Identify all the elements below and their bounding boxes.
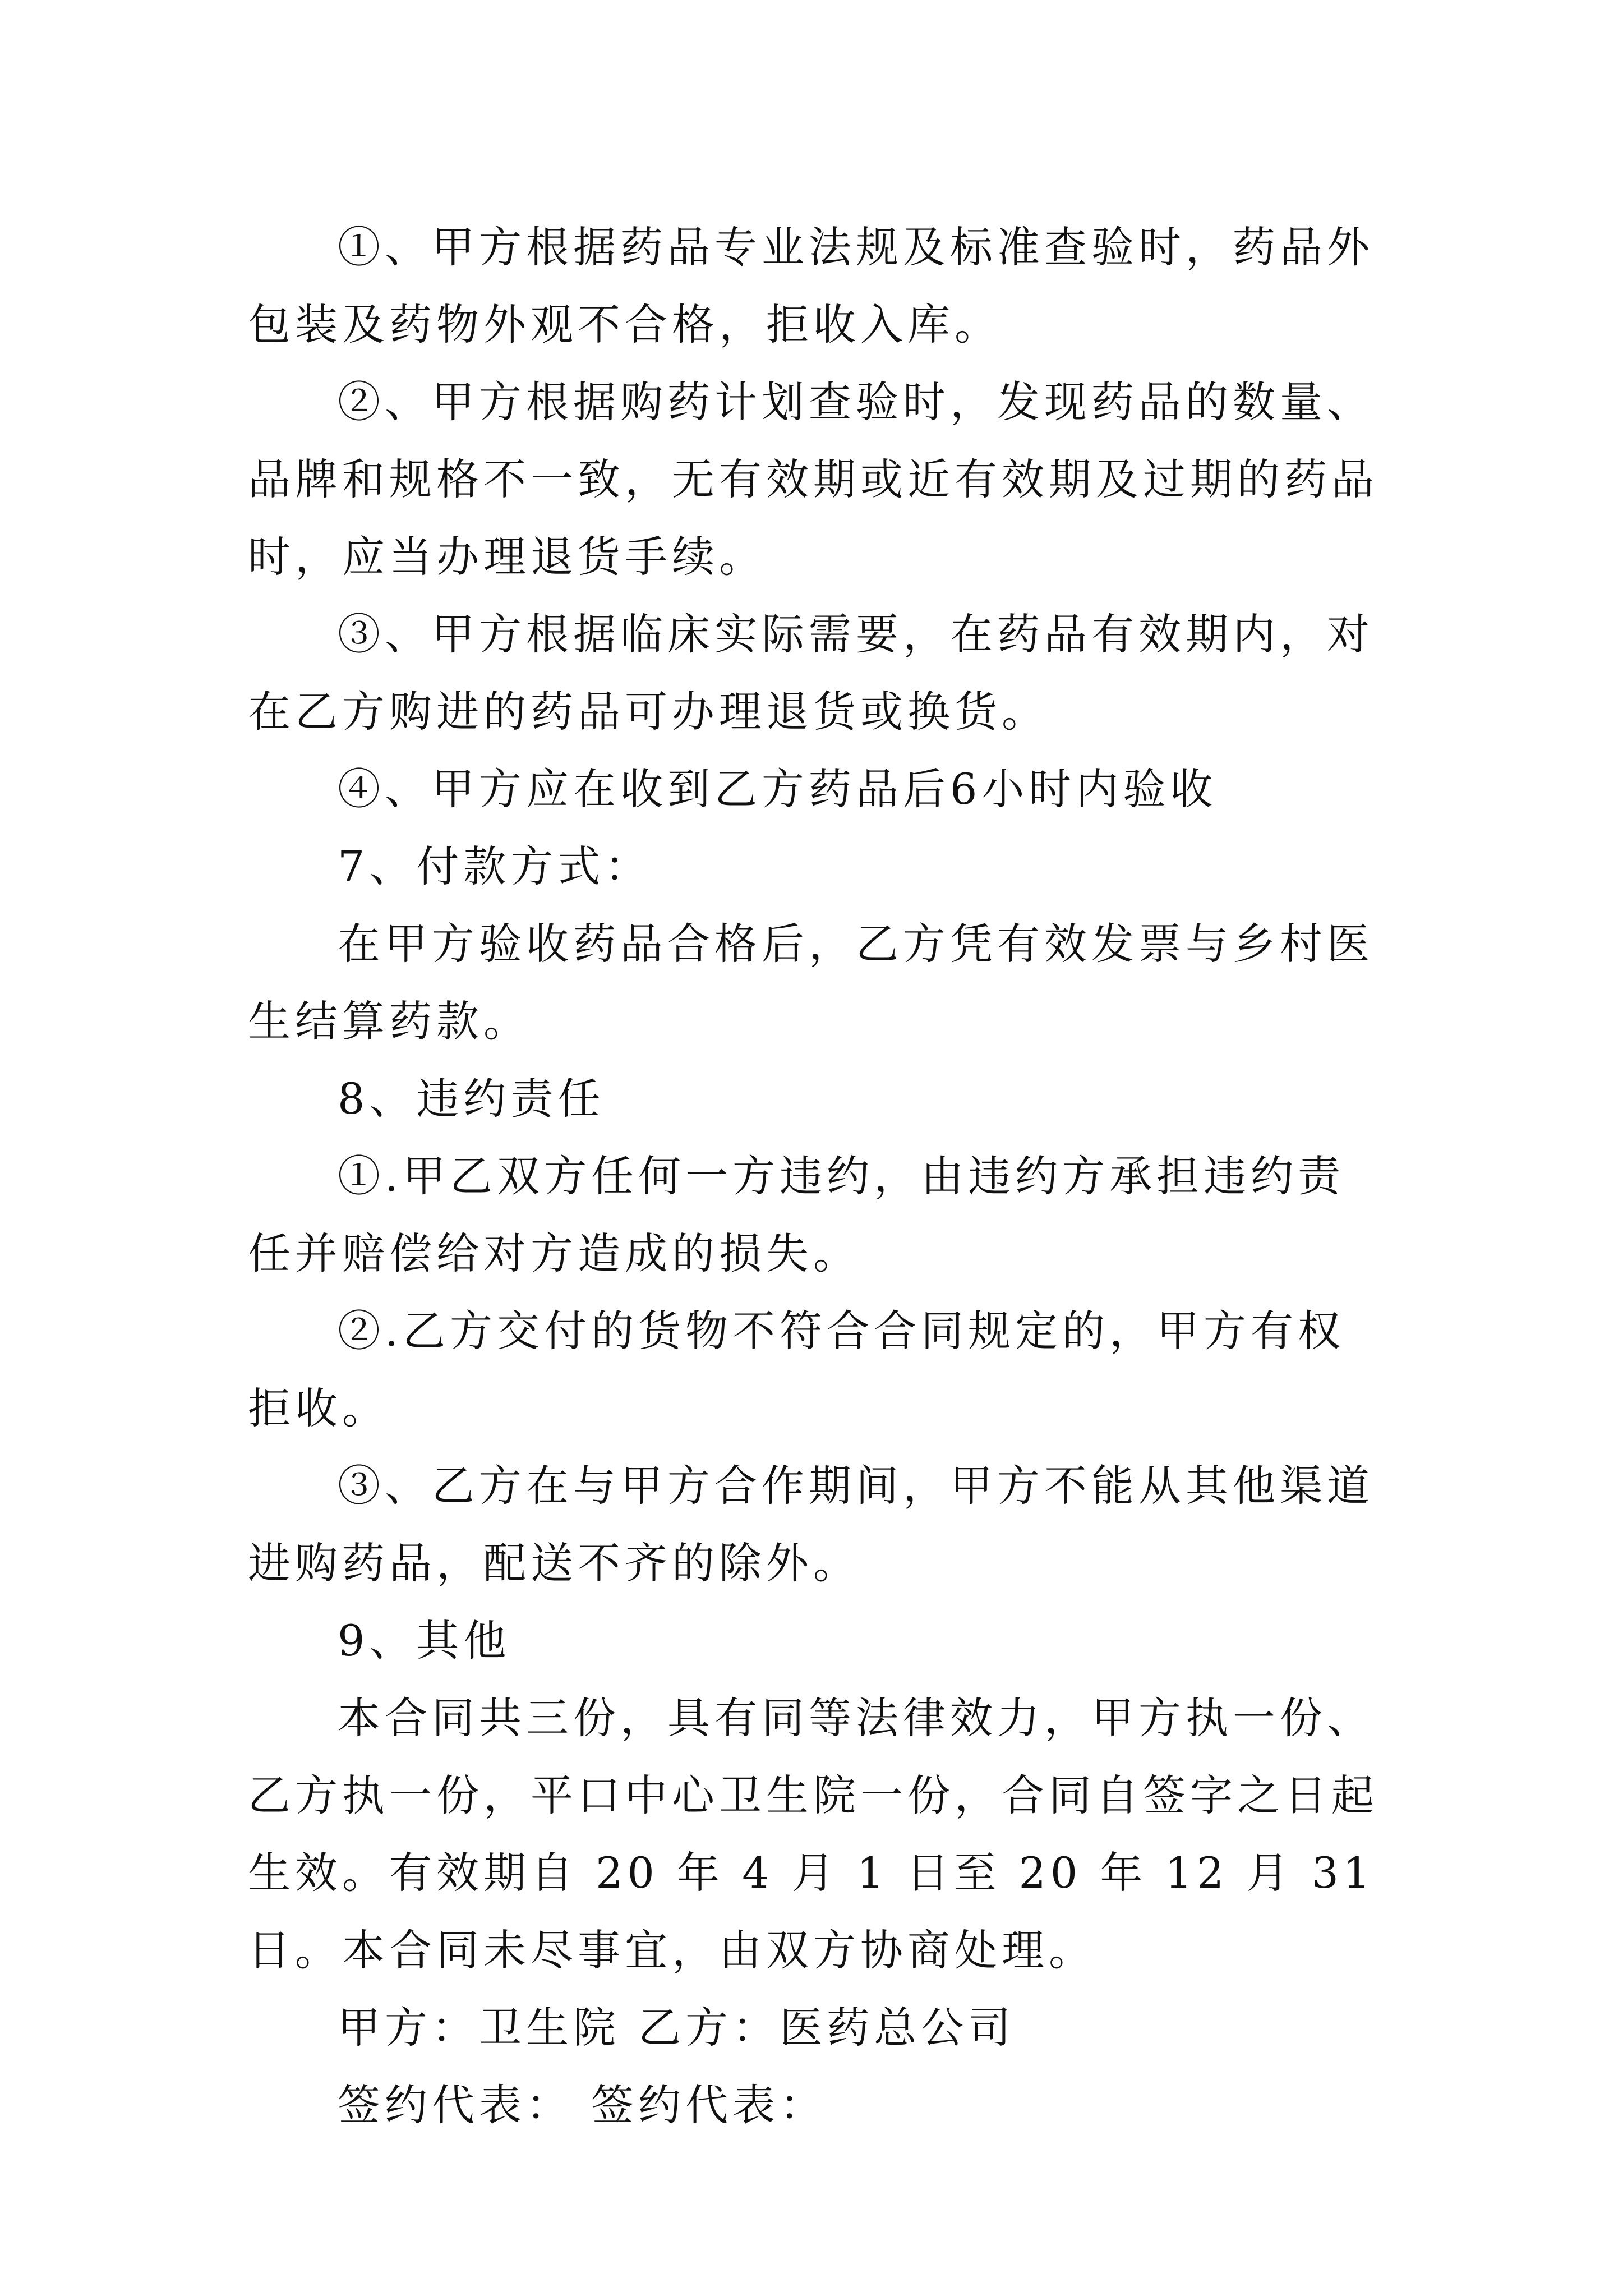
clause-return-2: ②、甲方根据购药计划查验时，发现药品的数量、品牌和规格不一致，无有效期或近有效期及过期的药品时，应当办理退货手续。 <box>248 377 1378 582</box>
signature-line: 签约代表： 签约代表： <box>338 2080 827 2130</box>
section-liability-heading: 8、违约责任 <box>338 1074 605 1124</box>
document-body <box>248 209 1392 2144</box>
section-payment-heading: 7、付款方式： <box>338 841 652 891</box>
parties-line: 甲方：卫生院 乙方：医药总公司 <box>338 2003 1016 2053</box>
payment-clause: 在甲方验收药品合格后，乙方凭有效发票与乡村医生结算药款。 <box>248 919 1374 1046</box>
clause-return-4: ④、甲方应在收到乙方药品后6小时内验收 <box>338 764 1218 814</box>
clause-return-1: ①、甲方根据药品专业法规及标准查验时，药品外包装及药物外观不合格，拒收入库。 <box>248 222 1374 349</box>
clause-return-3: ③、甲方根据临床实际需要，在药品有效期内，对在乙方购进的药品可办理退货或换货。 <box>248 609 1374 737</box>
liability-clause-2: ②.乙方交付的货物不符合合同规定的，甲方有权拒收。 <box>248 1306 1345 1433</box>
liability-clause-3: ③、乙方在与甲方合作期间，甲方不能从其他渠道进购药品，配送不齐的除外。 <box>248 1461 1374 1588</box>
other-clause: 本合同共三份，具有同等法律效力，甲方执一份、乙方执一份，平口中心卫生院一份，合同自签字之日起生效。有效期自 20 年 4 月 1 日至 20 年 12 月 31 日。本合同未尽事宜，由双方协商处理。 <box>248 1693 1378 1975</box>
section-other-heading: 9、其他 <box>338 1616 511 1665</box>
liability-clause-1: ①.甲乙双方任何一方违约，由违约方承担违约责任并赔偿给对方造成的损失。 <box>248 1151 1345 1278</box>
